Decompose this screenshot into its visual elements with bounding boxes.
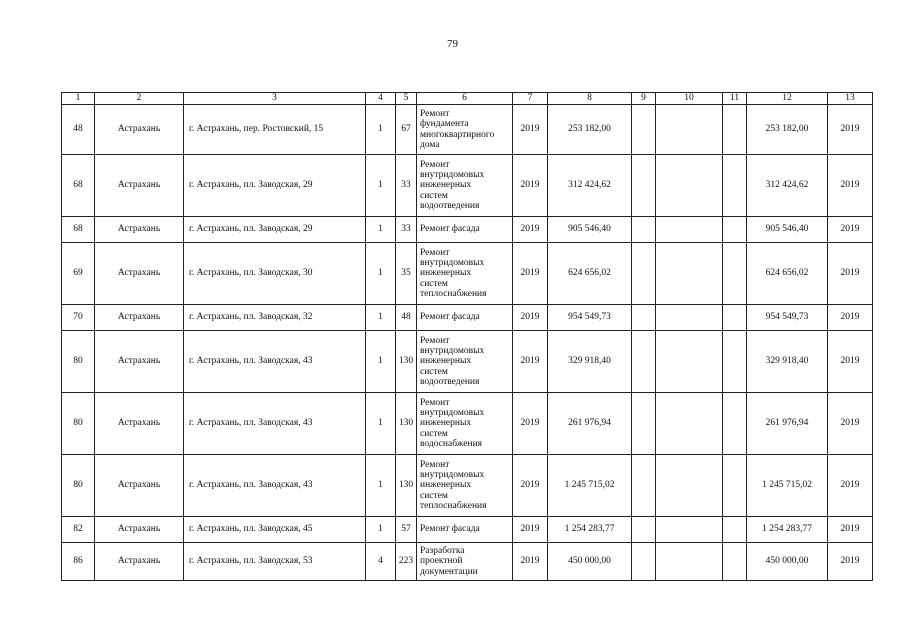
work-type-cell [417,243,513,305]
end-year-cell: 2019 [828,243,873,305]
col11-cell [723,517,747,543]
col4-cell: 1 [366,105,396,155]
column-header: 9 [632,93,656,105]
work-type-line: водоотведения [420,376,480,387]
work-type-line: систем [420,366,448,377]
work-type-cell [417,331,513,393]
col5-cell: 130 [396,455,417,517]
amount-cell: 1 254 283,77 [548,517,632,543]
col11-cell [723,155,747,217]
col4-cell: 1 [366,217,396,243]
work-type-line: внутридомовых [420,346,485,357]
col5-cell: 130 [396,393,417,455]
row-number-cell: 70 [62,305,95,331]
col4-cell: 4 [366,543,396,581]
work-type-line: систем [420,490,448,501]
city-cell: Астрахань [95,155,184,217]
work-type-line: теплоснабжения [420,288,487,299]
col11-cell [723,105,747,155]
year-cell: 2019 [513,455,548,517]
work-type-line: Разработка [420,546,465,557]
year-cell: 2019 [513,243,548,305]
col10-cell [656,243,723,305]
work-type-line: Ремонт фасада [420,224,480,235]
city-cell: Астрахань [95,543,184,581]
page-number: 79 [447,38,458,50]
end-year-cell: 2019 [828,305,873,331]
col10-cell [656,455,723,517]
column-header: 2 [95,93,184,105]
work-type-cell [417,105,513,155]
amount-cell: 624 656,02 [548,243,632,305]
row-number-cell: 68 [62,155,95,217]
end-year-cell: 2019 [828,543,873,581]
col9-cell [632,455,656,517]
col5-cell: 130 [396,331,417,393]
city-cell: Астрахань [95,331,184,393]
col11-cell [723,393,747,455]
address-cell: г. Астрахань, пл. Заводская, 43 [184,455,366,517]
col5-cell: 35 [396,243,417,305]
work-type-line: систем [420,278,448,289]
total-amount-cell: 905 546,40 [747,217,828,243]
work-type-line: внутридомовых [420,170,485,181]
work-type-line: инженерных [420,418,472,429]
year-cell: 2019 [513,155,548,217]
table-row [62,155,873,217]
work-type-line: Ремонт [420,108,450,119]
city-cell: Астрахань [95,305,184,331]
address-cell: г. Астрахань, пл. Заводская, 45 [184,517,366,543]
work-type-cell [417,543,513,581]
col10-cell [656,217,723,243]
col10-cell [656,105,723,155]
work-type-line: инженерных [420,180,472,191]
work-type-line: водоснабжения [420,438,483,449]
col5-cell: 33 [396,155,417,217]
work-type-cell [417,393,513,455]
amount-cell: 253 182,00 [548,105,632,155]
city-cell: Астрахань [95,217,184,243]
table-row [62,393,873,455]
work-type-line: внутридомовых [420,408,485,419]
column-header: 4 [366,93,396,105]
column-header: 10 [656,93,723,105]
col11-cell [723,543,747,581]
total-amount-cell: 253 182,00 [747,105,828,155]
city-cell: Астрахань [95,393,184,455]
work-type-line: Ремонт [420,247,450,258]
col4-cell: 1 [366,243,396,305]
total-amount-cell: 329 918,40 [747,331,828,393]
table-row [62,331,873,393]
column-header: 11 [723,93,747,105]
work-type-line: дома [420,139,440,150]
col9-cell [632,331,656,393]
address-cell: г. Астрахань, пл. Заводская, 43 [184,331,366,393]
col4-cell: 1 [366,331,396,393]
row-number-cell: 80 [62,331,95,393]
address-cell: г. Астрахань, пер. Ростовский, 15 [184,105,366,155]
city-cell: Астрахань [95,105,184,155]
year-cell: 2019 [513,517,548,543]
col9-cell [632,217,656,243]
row-number-cell: 86 [62,543,95,581]
work-type-line: инженерных [420,268,472,279]
end-year-cell: 2019 [828,105,873,155]
work-type-line: систем [420,428,448,439]
address-cell: г. Астрахань, пл. Заводская, 30 [184,243,366,305]
amount-cell: 261 976,94 [548,393,632,455]
table-row [62,105,873,155]
col9-cell [632,393,656,455]
column-header: 7 [513,93,548,105]
address-cell: г. Астрахань, пл. Заводская, 43 [184,393,366,455]
work-type-line: внутридомовых [420,258,485,269]
work-type-line: инженерных [420,356,472,367]
row-number-cell: 80 [62,455,95,517]
work-type-line: Ремонт фасада [420,524,480,535]
end-year-cell: 2019 [828,455,873,517]
work-type-line: Ремонт фасада [420,312,480,323]
year-cell: 2019 [513,217,548,243]
work-type-line: Ремонт [420,397,450,408]
total-amount-cell: 624 656,02 [747,243,828,305]
col11-cell [723,455,747,517]
col11-cell [723,243,747,305]
total-amount-cell: 954 549,73 [747,305,828,331]
column-header: 1 [62,93,95,105]
col9-cell [632,543,656,581]
total-amount-cell: 1 245 715,02 [747,455,828,517]
col11-cell [723,331,747,393]
col9-cell [632,105,656,155]
col10-cell [656,393,723,455]
col9-cell [632,517,656,543]
amount-cell: 1 245 715,02 [548,455,632,517]
column-header: 6 [417,93,513,105]
end-year-cell: 2019 [828,517,873,543]
amount-cell: 954 549,73 [548,305,632,331]
total-amount-cell: 450 000,00 [747,543,828,581]
work-type-cell [417,155,513,217]
col10-cell [656,305,723,331]
table-row [62,305,873,331]
col4-cell: 1 [366,517,396,543]
row-number-cell: 68 [62,217,95,243]
col4-cell: 1 [366,305,396,331]
work-type-cell [417,305,513,331]
column-header: 3 [184,93,366,105]
col10-cell [656,331,723,393]
col5-cell: 67 [396,105,417,155]
table-row [62,217,873,243]
work-type-line: Ремонт [420,335,450,346]
year-cell: 2019 [513,331,548,393]
work-type-line: инженерных [420,480,472,491]
amount-cell: 312 424,62 [548,155,632,217]
city-cell: Астрахань [95,243,184,305]
col9-cell [632,243,656,305]
col5-cell: 48 [396,305,417,331]
year-cell: 2019 [513,543,548,581]
total-amount-cell: 1 254 283,77 [747,517,828,543]
work-type-line: Ремонт [420,459,450,470]
col4-cell: 1 [366,455,396,517]
col10-cell [656,517,723,543]
column-header: 13 [828,93,873,105]
address-cell: г. Астрахань, пл. Заводская, 32 [184,305,366,331]
repair-register-table [61,92,873,581]
address-cell: г. Астрахань, пл. Заводская, 53 [184,543,366,581]
col5-cell: 223 [396,543,417,581]
work-type-line: многоквартирного [420,129,495,140]
end-year-cell: 2019 [828,217,873,243]
work-type-line: Ремонт [420,159,450,170]
col5-cell: 57 [396,517,417,543]
row-number-cell: 82 [62,517,95,543]
header-row [62,93,873,105]
col9-cell [632,305,656,331]
col10-cell [656,543,723,581]
col11-cell [723,217,747,243]
row-number-cell: 80 [62,393,95,455]
table-row [62,243,873,305]
row-number-cell: 69 [62,243,95,305]
address-cell: г. Астрахань, пл. Заводская, 29 [184,217,366,243]
year-cell: 2019 [513,305,548,331]
table-row [62,455,873,517]
work-type-line: документации [420,566,478,577]
city-cell: Астрахань [95,455,184,517]
work-type-cell [417,455,513,517]
work-type-cell [417,217,513,243]
col4-cell: 1 [366,393,396,455]
column-header: 12 [747,93,828,105]
work-type-line: систем [420,190,448,201]
col11-cell [723,305,747,331]
work-type-cell [417,517,513,543]
end-year-cell: 2019 [828,393,873,455]
total-amount-cell: 261 976,94 [747,393,828,455]
work-type-line: теплоснабжения [420,500,487,511]
col10-cell [656,155,723,217]
column-header: 5 [396,93,417,105]
total-amount-cell: 312 424,62 [747,155,828,217]
table-row [62,517,873,543]
end-year-cell: 2019 [828,331,873,393]
amount-cell: 905 546,40 [548,217,632,243]
work-type-line: фундамента [420,119,469,130]
end-year-cell: 2019 [828,155,873,217]
amount-cell: 329 918,40 [548,331,632,393]
work-type-line: проектной [420,556,463,567]
col5-cell: 33 [396,217,417,243]
year-cell: 2019 [513,393,548,455]
col4-cell: 1 [366,155,396,217]
address-cell: г. Астрахань, пл. Заводская, 29 [184,155,366,217]
work-type-line: внутридомовых [420,470,485,481]
work-type-line: водоотведения [420,200,480,211]
col9-cell [632,155,656,217]
row-number-cell: 48 [62,105,95,155]
column-header: 8 [548,93,632,105]
amount-cell: 450 000,00 [548,543,632,581]
year-cell: 2019 [513,105,548,155]
table-row [62,543,873,581]
city-cell: Астрахань [95,517,184,543]
